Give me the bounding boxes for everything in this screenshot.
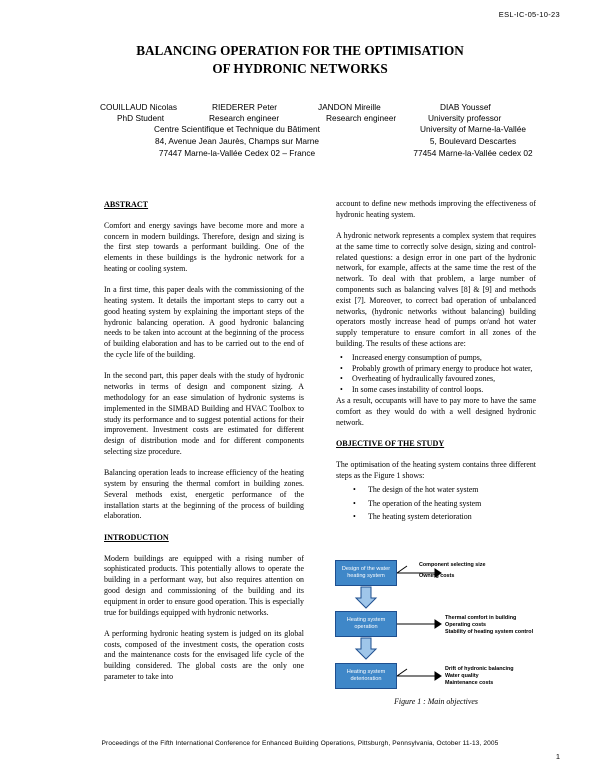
connector-line-3b — [397, 669, 407, 676]
network-paragraph: A hydronic network represents a complex system that requires at the same time to correctly solve design, sizing and control-related questions: a design error in one part of the hydronic network, for example, affects at the same time the rest of the network. To deal with that problem, a large number of components such as balancing valves [8] & [9] and methods exist [7]. Moreover, to correct bad operation of unbalanced networks, (hydronic networks without balancing) building operators mostly increase head of pumps or/and hot water supply temperature to ensure comfort in all zones of the building. The results of these actions are: — [336, 231, 536, 349]
introduction-paragraph-2: A performing hydronic heating system is judged on its global costs, composed of the investment costs, the operation costs and the maintenance costs for the envisaged life cycle of the building considered. The global costs are the only one parameter to take into — [104, 628, 304, 681]
operation-outputs — [445, 615, 533, 637]
author-role-4: University professor — [428, 113, 502, 123]
author-name-3: JANDON Mireille — [318, 102, 381, 112]
arrowhead-3 — [435, 672, 441, 680]
design-box-line-1: Design of the water — [341, 566, 391, 572]
figure-caption: Figure 1 : Main objectives — [394, 697, 478, 706]
page-number: 1 — [555, 752, 560, 761]
list-item: • The operation of the heating system — [368, 499, 536, 510]
arrowhead-2 — [435, 620, 441, 628]
abstract-heading: ABSTRACT — [104, 200, 149, 209]
output-item: Thermal comfort in building — [445, 615, 517, 621]
author-name-1: COUILLAUD Nicolas — [100, 102, 177, 112]
abstract-paragraph-1: Comfort and energy savings have become more and more a concern in modern buildings. Therefore, design and sizing is the first step towards a performant building. One of the elements in these buildings is the hydronic network for a heating or cooling system. — [104, 220, 304, 273]
abstract-paragraph-2: In a first time, this paper deals with the commissioning of the heating system. It details the important steps to carry out a good heating system by explaining the important steps of the hydronic balancing operation. A good hydronic balancing needs to be taken into account at the beginning of the process of building elaboration and has to be carried out to the end of the cycle life of the building. — [104, 285, 304, 360]
list-item: • In some cases instability of control loops. — [352, 385, 536, 396]
abstract-paragraph-4: Balancing operation leads to increase efficiency of the heating system by ensuring the thermal comfort in building zones. Several methods exist, energetic performance of the installation starts at the beginning of the process of building elaboration. — [104, 468, 304, 521]
output-item: Water quality — [445, 673, 479, 680]
operation-box-line-2: operation — [354, 624, 378, 630]
continuation-paragraph: account to define new methods improving the effectiveness of hydronic heating system. — [336, 199, 536, 219]
down-arrow-1 — [356, 587, 376, 608]
connector-line-1b — [397, 566, 407, 573]
affiliation-right-1: University of Marne-la-Vallée — [420, 124, 526, 134]
author-name-2: RIEDERER Peter — [212, 102, 278, 112]
introduction-heading: INTRODUCTION — [104, 532, 169, 542]
operation-box — [335, 611, 397, 637]
deterioration-box-line-1: Heating system — [346, 669, 386, 675]
list-item: • The heating system deterioration — [368, 512, 536, 523]
steps-list — [336, 485, 536, 522]
abstract-paragraph-3: In the second part, this paper deals with the study of hydronic networks in terms of design and component sizing. A methodology for an ease simulation of hydronic systems is implemented in the SIMBAD Building and HVAC Toolbox to study its performance and to suggest potential actions for their improvement. Investment costs are estimated for different design of distribution mode and for different components selecting size procedure. — [104, 371, 304, 456]
left-column — [104, 200, 304, 693]
results-list — [336, 353, 536, 396]
down-arrow-2 — [356, 638, 376, 659]
deterioration-box-line-2: deterioration — [350, 676, 382, 682]
author-name-4: DIAB Youssef — [440, 102, 491, 112]
objective-heading: OBJECTIVE OF THE STUDY — [336, 438, 445, 448]
title-line-1: BALANCING OPERATION FOR THE OPTIMISATION — [136, 43, 464, 58]
output-item: Stability of heating system control — [445, 629, 534, 636]
output-item: Owning costs — [419, 573, 455, 580]
author-role-3: Research engineer — [326, 113, 397, 123]
list-item: • Increased energy consumption of pumps, — [352, 353, 536, 364]
objective-paragraph: The optimisation of the heating system contains three different steps as the Figure 1 shows: — [336, 459, 536, 480]
output-item: Drift of hydronic balancing — [445, 666, 514, 672]
deterioration-outputs — [445, 666, 514, 688]
author-role-1: PhD Student — [117, 113, 165, 123]
output-item: Maintenance costs — [445, 680, 494, 687]
list-item: • Probably growth of primary energy to produce hot water, — [352, 364, 536, 375]
result-paragraph: As a result, occupants will have to pay more to have the same comfort as they would do with a well designed hydronic network. — [336, 396, 536, 427]
deterioration-box — [335, 663, 397, 689]
footer-proceedings: Proceedings of the Fifth International Conference for Enhanced Building Operations, Pittsburgh, Pennsylvania, October 11-13, 2005 — [101, 740, 499, 747]
list-item: • Overheating of hydraulically favoured zones, — [352, 374, 536, 385]
affiliation-right-2: 5, Boulevard Descartes — [429, 136, 517, 146]
operation-box-line-1: Heating system — [346, 617, 386, 623]
figure-main-objectives — [335, 560, 545, 740]
design-box — [335, 560, 397, 586]
output-item: Operating costs — [445, 622, 487, 629]
affiliation-left-3: 77447 Marne-la-Vallée Cedex 02 – France — [158, 148, 316, 158]
title-line-2: OF HYDRONIC NETWORKS — [212, 61, 388, 76]
affiliation-left-1: Centre Scientifique et Technique du Bâtiment — [154, 124, 320, 134]
design-outputs — [419, 562, 486, 580]
introduction-paragraph-1: Modern buildings are equipped with a rising number of sophisticated products. This potentially allows to operate the building in a performant way, but also requires attention on good design and commissioning of the building and its equipment in order to ensure good operation. This is especially true for buildings equipped with hydronic networks. — [104, 553, 304, 617]
author-role-2: Research engineer — [209, 113, 280, 123]
right-column — [336, 199, 536, 531]
design-box-line-2: heating system — [347, 573, 385, 579]
list-item: • The design of the hot water system — [368, 485, 536, 496]
affiliation-right-3: 77454 Marne-la-Vallée cedex 02 — [413, 148, 533, 158]
output-item: Component selecting size — [419, 562, 486, 568]
document-id: ESL-IC-05-10-23 — [498, 10, 560, 19]
affiliation-left-2: 84, Avenue Jean Jaurès, Champs sur Marne — [154, 136, 320, 146]
figure-arrows — [335, 560, 545, 740]
